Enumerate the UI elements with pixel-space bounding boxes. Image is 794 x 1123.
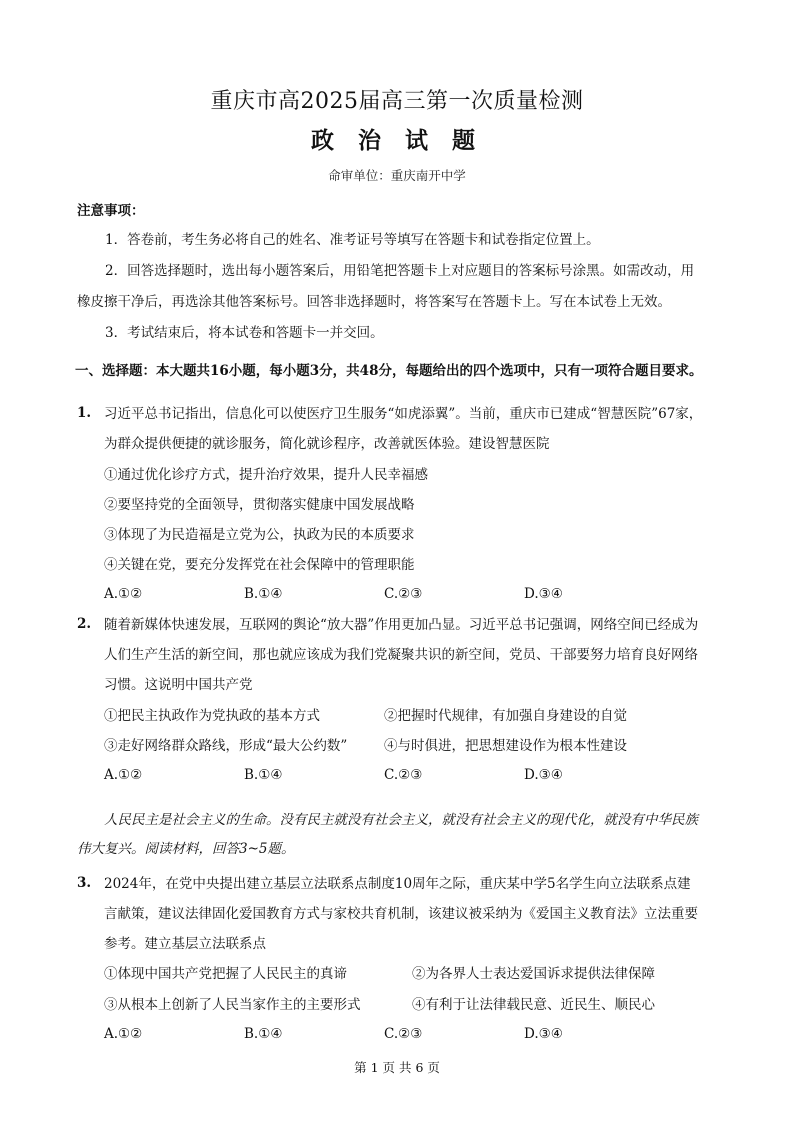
statement-1: ①通过优化诊疗方式，提升治疗效果，提升人民幸福感 (104, 467, 428, 483)
option-d: D.③④ (524, 586, 563, 602)
exam-unit: 命审单位：重庆南开中学 (328, 168, 466, 183)
option-a: A.①② (104, 1026, 143, 1042)
option-b: B.①④ (244, 767, 283, 783)
statement-3: ③走好网络群众路线，形成“最大公约数” (104, 738, 348, 754)
notice-item-2-line-2: 橡皮擦干净后，再选涂其他答案标号。回答非选择题时，将答案写在答题卡上。写在本试卷上无效。 (77, 294, 671, 310)
option-c: C.②③ (384, 1026, 423, 1042)
statement-4: ④有利于让法律载民意、近民生、顺民心 (412, 997, 655, 1013)
question-3-stem-line-2: 言献策，建议法律固化爱国教育方式与家校共育机制，该建议被采纳为《爱国主义教育法》立法重要 (104, 906, 698, 922)
exam-title: 重庆市高2025届高三第一次质量检测 (210, 89, 584, 114)
question-2-stem-line-3: 习惯。这说明中国共产党 (104, 677, 253, 693)
question-1-stem-line-1: 习近平总书记指出，信息化可以使医疗卫生服务“如虎添翼”。当前，重庆市已建成“智慧医院”67家， (104, 406, 703, 422)
option-d: D.③④ (524, 1026, 563, 1042)
material-line-1: 人民民主是社会主义的生命。没有民主就没有社会主义，就没有社会主义的现代化，就没有中华民族 (104, 812, 698, 828)
option-d: D.③④ (524, 767, 563, 783)
question-3-stem-line-1: 2024年，在党中央提出建立基层立法联系点制度10周年之际，重庆某中学5名学生向立法联系点建 (104, 876, 691, 892)
statement-2: ②要坚持党的全面领导，贯彻落实健康中国发展战略 (104, 497, 415, 513)
option-a: A.①② (104, 767, 143, 783)
question-number: 2. (77, 616, 92, 632)
notice-item-1: 1．答卷前，考生务必将自己的姓名、准考证号等填写在答题卡和试卷指定位置上。 (105, 232, 600, 248)
question-2-stem-line-2: 人们生产生活的新空间，那也就应该成为我们党凝聚共识的新空间，党员、干部要努力培育良好网络 (104, 647, 698, 663)
option-b: B.①④ (244, 1026, 283, 1042)
question-number: 1. (77, 405, 92, 421)
material-line-2: 伟大复兴。阅读材料，回答3~5题。 (77, 841, 295, 857)
statement-1: ①把民主执政作为党执政的基本方式 (104, 708, 320, 724)
section-heading: 一、选择题：本大题共16小题，每小题3分，共48分，每题给出的四个选项中，只有一项符合题目要求。 (75, 363, 703, 379)
question-1-stem-line-2: 为群众提供便捷的就诊服务，简化就诊程序，改善就医体验。建设智慧医院 (104, 436, 550, 452)
page-number: 第 1 页 共 6 页 (354, 1060, 440, 1075)
notice-heading: 注意事项： (77, 203, 145, 219)
option-a: A.①② (104, 586, 143, 602)
statement-4: ④与时俱进，把思想建设作为根本性建设 (384, 738, 627, 754)
notice-item-2-line-1: 2．回答选择题时，选出每小题答案后，用铅笔把答题卡上对应题目的答案标号涂黑。如需改动，用 (105, 263, 695, 279)
statement-4: ④关键在党，要充分发挥党在社会保障中的管理职能 (104, 557, 415, 573)
statement-1: ①体现中国共产党把握了人民民主的真谛 (104, 966, 347, 982)
statement-2: ②把握时代规律，有加强自身建设的自觉 (384, 708, 627, 724)
question-3-stem-line-3: 参考。建立基层立法联系点 (104, 936, 266, 952)
option-c: C.②③ (384, 586, 423, 602)
exam-subject: 政 治 试 题 (310, 127, 484, 154)
notice-item-3: 3．考试结束后，将本试卷和答题卡一并交回。 (105, 325, 384, 341)
statement-2: ②为各界人士表达爱国诉求提供法律保障 (412, 966, 655, 982)
question-2-stem-line-1: 随着新媒体快速发展，互联网的舆论“放大器”作用更加凸显。习近平总书记强调，网络空间已经成为 (104, 617, 699, 633)
statement-3: ③体现了为民造福是立党为公，执政为民的本质要求 (104, 527, 415, 543)
question-number: 3. (77, 875, 92, 891)
option-b: B.①④ (244, 586, 283, 602)
option-c: C.②③ (384, 767, 423, 783)
statement-3: ③从根本上创新了人民当家作主的主要形式 (104, 997, 361, 1013)
